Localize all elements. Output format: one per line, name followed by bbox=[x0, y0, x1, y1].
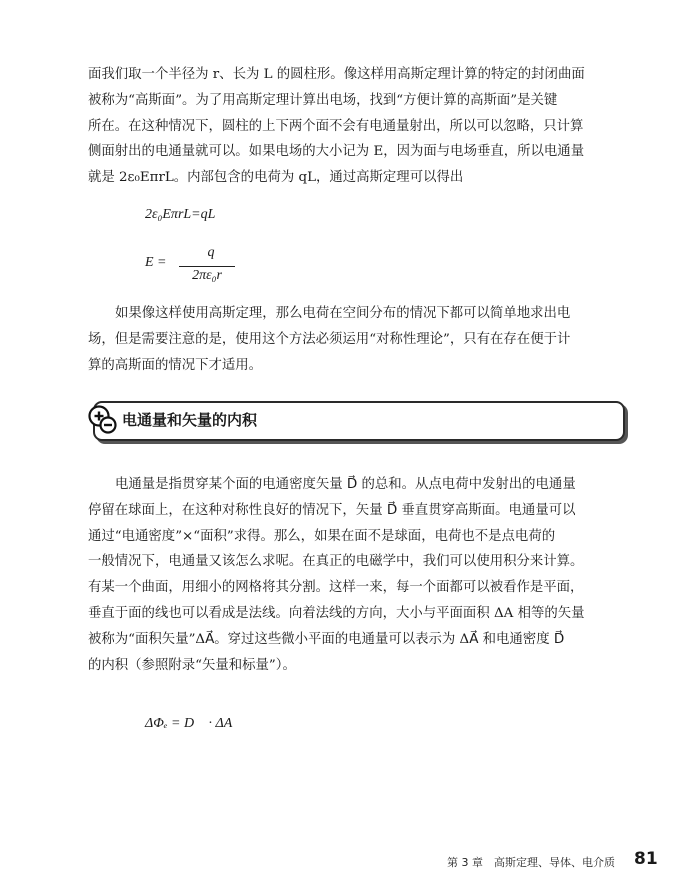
plus-minus-charge-icon bbox=[88, 405, 118, 439]
paragraph-3-line: 垂直于面的线也可以看成是法线。向着法线的方向，大小与平面面积 ΔA 相等的矢量 bbox=[88, 605, 585, 621]
paragraph-3-line: 被称为“面积矢量”ΔA⃗。穿过这些微小平面的电通量可以表示为 ΔA⃗ 和电通密度 D⃗ bbox=[88, 631, 565, 647]
paragraph-1-line: 就是 2ε₀EπrL。内部包含的电荷为 qL，通过高斯定理可以得出 bbox=[88, 170, 464, 186]
paragraph-2 bbox=[88, 301, 628, 378]
paragraph-2-line: 如果像这样使用高斯定理，那么电荷在空间分布的情况下都可以简单地求出电 bbox=[115, 306, 571, 321]
formula-denominator: 2πε₀r bbox=[192, 268, 222, 283]
paragraph-1-line: 被称为“高斯面”。为了用高斯定理计算出电场，找到“方便计算的高斯面”是关键 bbox=[88, 92, 558, 108]
paragraph-3-line: 通过“电通密度”×“面积”求得。那么，如果在面不是球面，电荷也不是点电荷的 bbox=[88, 528, 556, 544]
formula-gauss-cylinder: 2ε₀EπrL=qL bbox=[145, 207, 216, 222]
paragraph-3-line: 电通量是指贯穿某个面的电通密度矢量 D⃗ 的总和。从点电荷中发射出的电通量 bbox=[115, 477, 576, 492]
paragraph-1-line: 所在。在这种情况下，圆柱的上下两个面不会有电通量射出，所以可以忽略，只计算 bbox=[88, 118, 584, 134]
paragraph-3-line: 有某一个曲面，用细小的网格将其分割。这样一来，每一个面都可以被看作是平面， bbox=[88, 580, 584, 596]
formula-numerator: q bbox=[207, 245, 215, 260]
section-title: 电通量和矢量的内积 bbox=[122, 411, 258, 429]
paragraph-2-line: 算的高斯面的情况下才适用。 bbox=[88, 357, 263, 373]
paragraph-1-line: 面我们取一个半径为 r、长为 L 的圆柱形。像这样用高斯定理计算的特定的封闭曲面 bbox=[88, 67, 585, 82]
paragraph-1-line: 侧面射出的电通量就可以。如果电场的大小记为 E，因为面与电场垂直，所以电通量 bbox=[88, 144, 585, 160]
paragraph-1 bbox=[88, 62, 628, 191]
chapter-footer: 第 3 章 高斯定理、导体、电介质 bbox=[447, 856, 615, 869]
formula-flux-inner-product: ΔΦₑ = D⃗ · ΔA⃗ bbox=[145, 716, 244, 731]
fraction-bar bbox=[179, 266, 235, 267]
paragraph-2-line: 场，但是需要注意的是，使用这个方法必须运用“对称性理论”，只有在存在便于计 bbox=[88, 331, 571, 347]
paragraph-3-line: 停留在球面上，在这种对称性良好的情况下，矢量 D⃗ 垂直贯穿高斯面。电通量可以 bbox=[88, 502, 576, 518]
paragraph-3-line: 的内积（参照附录“矢量和标量”）。 bbox=[88, 657, 296, 673]
paragraph-3-line: 一般情况下，电通量又该怎么求呢。在真正的电磁学中，我们可以使用积分来计算。 bbox=[88, 554, 584, 570]
page-number: 81 bbox=[634, 849, 658, 869]
paragraph-3 bbox=[88, 472, 628, 678]
formula-lhs: E = bbox=[145, 255, 167, 270]
